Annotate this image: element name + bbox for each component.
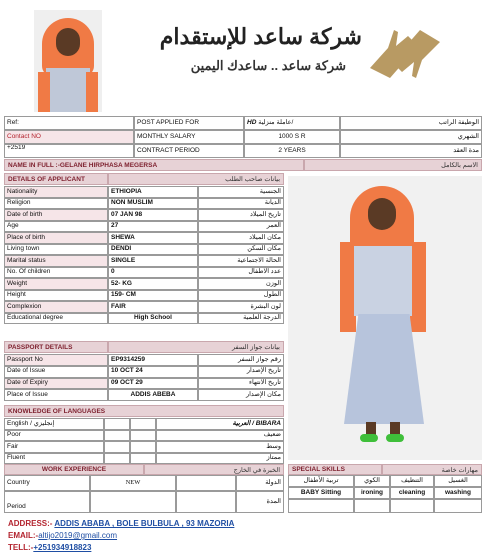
contract-value: 2 YEARS bbox=[244, 144, 340, 158]
language-row-check-2 bbox=[130, 441, 156, 453]
applicant-row-label: Date of birth bbox=[4, 209, 108, 221]
post-ar: عاملة منزلية/ bbox=[258, 118, 294, 126]
language-row-label: English / إنجليزي bbox=[4, 418, 104, 430]
applicant-portrait-photo bbox=[34, 10, 102, 112]
applicant-row-label: Nationality bbox=[4, 186, 108, 198]
language-row-label: Fluent bbox=[4, 453, 104, 465]
applicant-row-ar: الديانة bbox=[198, 198, 284, 210]
address-value: ADDIS ABABA , BOLE BULBULA , 93 MAZORIA bbox=[54, 519, 235, 528]
work-period-value bbox=[90, 491, 176, 513]
language-row-check-2 bbox=[130, 430, 156, 442]
passport-row-ar: مكان الإصدار bbox=[198, 389, 284, 401]
skill-header-ar: التنظيف bbox=[390, 475, 434, 487]
language-row-check bbox=[104, 453, 130, 465]
contract-ar: مدة العقد bbox=[340, 144, 482, 158]
applicant-row-label: Complexion bbox=[4, 301, 108, 313]
company-slogan: شركة ساعد .. ساعدك اليمين bbox=[190, 58, 346, 73]
applicant-row-ar: العمر bbox=[198, 221, 284, 233]
language-row-right: BIBARA / العربية bbox=[156, 418, 284, 430]
passport-row-value: 10 OCT 24 bbox=[108, 366, 198, 378]
applicant-row-ar: الطول bbox=[198, 290, 284, 302]
passport-row-label: Place of Issue bbox=[4, 389, 108, 401]
skill-header-ar: تربية الأطفال bbox=[288, 475, 354, 487]
skills-section-title-ar: مهارات خاصة bbox=[382, 464, 482, 475]
applicant-row-value: 159- CM bbox=[108, 290, 198, 302]
passport-section-title-ar: بيانات جواز السفر bbox=[108, 341, 284, 353]
language-row-right: وسط bbox=[156, 441, 284, 453]
applicant-section-title: DETAILS OF APPLICANT bbox=[4, 173, 108, 185]
hands-logo-icon bbox=[360, 18, 450, 90]
skill-header-ar: الغسيل bbox=[434, 475, 482, 487]
passport-row-label: Passport No bbox=[4, 354, 108, 366]
skill-check bbox=[390, 499, 434, 513]
applicant-row-label: Educational degree bbox=[4, 313, 108, 325]
name-in-full: NAME IN FULL :-GELANE HIRPHASA MEGERSA bbox=[4, 159, 304, 171]
name-in-full-ar: الاسم بالكامل bbox=[304, 159, 482, 171]
passport-row-ar: رقم جواز السفر bbox=[198, 354, 284, 366]
passport-row-value: EP9314259 bbox=[108, 354, 198, 366]
applicant-row-label: Age bbox=[4, 221, 108, 233]
work-period-blank bbox=[176, 491, 236, 513]
tell-value[interactable]: +251934918823 bbox=[33, 543, 92, 552]
applicant-row-value: DENDI bbox=[108, 244, 198, 256]
tell-line bbox=[8, 543, 91, 552]
applicant-row-value: 07 JAN 98 bbox=[108, 209, 198, 221]
applicant-row-label: Religion bbox=[4, 198, 108, 210]
applicant-row-label: No. Of children bbox=[4, 267, 108, 279]
passport-row-value: 09 OCT 29 bbox=[108, 378, 198, 390]
passport-section-title: PASSPORT DETAILS bbox=[4, 341, 108, 353]
applicant-row-label: Height bbox=[4, 290, 108, 302]
language-row-right: ضعيف bbox=[156, 430, 284, 442]
work-country-ar: الدولة bbox=[236, 475, 284, 491]
work-section-title: WORK EXPERIENCE bbox=[4, 464, 144, 475]
applicant-row-value: FAIR bbox=[108, 301, 198, 313]
post-right-ar: الوظيفة الراتب bbox=[340, 116, 482, 130]
applicant-row-value: High School bbox=[108, 313, 198, 325]
applicant-row-label: Living town bbox=[4, 244, 108, 256]
address-line bbox=[8, 519, 234, 528]
skill-item: cleaning bbox=[390, 487, 434, 499]
applicant-row-ar: الحالة الاجتماعية bbox=[198, 255, 284, 267]
passport-row-ar: تاريخ الإصدار bbox=[198, 366, 284, 378]
language-row-check-2 bbox=[130, 453, 156, 465]
post-hd: HD bbox=[247, 118, 257, 126]
email-label: EMAIL:- bbox=[8, 531, 39, 540]
applicant-row-ar: الوزن bbox=[198, 278, 284, 290]
contact-label: Contact NO bbox=[4, 130, 134, 144]
applicant-row-label: Weight bbox=[4, 278, 108, 290]
skill-check bbox=[288, 499, 354, 513]
phone-prefix: +2519 bbox=[4, 144, 134, 158]
passport-row-value: ADDIS ABEBA bbox=[108, 389, 198, 401]
ref-label: Ref: bbox=[4, 116, 134, 130]
applicant-row-value: SINGLE bbox=[108, 255, 198, 267]
language-row-right: ممتاز bbox=[156, 453, 284, 465]
skill-check bbox=[354, 499, 390, 513]
skill-item: washing bbox=[434, 487, 482, 499]
skill-check bbox=[434, 499, 482, 513]
applicant-row-value: 0 bbox=[108, 267, 198, 279]
language-row-check bbox=[104, 441, 130, 453]
applicant-row-ar: مكان السكن bbox=[198, 244, 284, 256]
applicant-full-body-photo bbox=[288, 176, 482, 460]
company-name: شركة ساعد للإستقدام bbox=[159, 24, 362, 49]
skill-item: ironing bbox=[354, 487, 390, 499]
tell-label: TELL:- bbox=[8, 543, 34, 552]
applicant-row-value: ETHIOPIA bbox=[108, 186, 198, 198]
applicant-row-ar: لون البشرة bbox=[198, 301, 284, 313]
applicant-row-value: 27 bbox=[108, 221, 198, 233]
work-period-ar: المدة bbox=[236, 491, 284, 513]
applicant-row-value: NON MUSLIM bbox=[108, 198, 198, 210]
email-link[interactable]: altijo2019@gmail.com bbox=[38, 531, 118, 540]
work-period-label: Period bbox=[4, 491, 90, 513]
passport-row-label: Date of Issue bbox=[4, 366, 108, 378]
work-country-blank bbox=[176, 475, 236, 491]
applicant-row-label: Marital status bbox=[4, 255, 108, 267]
work-country-label: Country bbox=[4, 475, 90, 491]
applicant-row-label: Place of birth bbox=[4, 232, 108, 244]
applicant-section-title-ar: بيانات صاحب الطلب bbox=[108, 173, 284, 185]
skill-header-ar: الكوي bbox=[354, 475, 390, 487]
applicant-row-ar: مكان الميلاد bbox=[198, 232, 284, 244]
work-section-title-ar: الخبرة في الخارج bbox=[144, 464, 284, 475]
language-row-check-2 bbox=[130, 418, 156, 430]
applicant-row-ar: الدرجة العلمية bbox=[198, 313, 284, 325]
language-row-check bbox=[104, 418, 130, 430]
languages-section-title: KNOWLEDGE OF LANGUAGES bbox=[4, 405, 284, 417]
passport-row-label: Date of Expiry bbox=[4, 378, 108, 390]
passport-row-ar: تاريخ الانتهاء bbox=[198, 378, 284, 390]
language-row-label: Fair bbox=[4, 441, 104, 453]
applicant-row-ar: عدد الاطفال bbox=[198, 267, 284, 279]
post-value bbox=[244, 116, 340, 130]
language-row-check bbox=[104, 430, 130, 442]
salary-label: MONTHLY SALARY bbox=[134, 130, 244, 144]
salary-value: 1000 S R bbox=[244, 130, 340, 144]
address-label: ADDRESS:- bbox=[8, 519, 53, 528]
applicant-row-ar: تاريخ الميلاد bbox=[198, 209, 284, 221]
applicant-row-value: SHEWA bbox=[108, 232, 198, 244]
skill-item: BABY Sitting bbox=[288, 487, 354, 499]
language-row-label: Poor bbox=[4, 430, 104, 442]
applicant-row-value: 52- KG bbox=[108, 278, 198, 290]
work-country-value: NEW bbox=[90, 475, 176, 491]
email-line bbox=[8, 531, 117, 540]
contract-label: CONTRACT PERIOD bbox=[134, 144, 244, 158]
post-label: POST APPLIED FOR bbox=[134, 116, 244, 130]
salary-ar: الشهري bbox=[340, 130, 482, 144]
skills-section-title: SPECIAL SKILLS bbox=[288, 464, 382, 475]
applicant-row-ar: الجنسية bbox=[198, 186, 284, 198]
